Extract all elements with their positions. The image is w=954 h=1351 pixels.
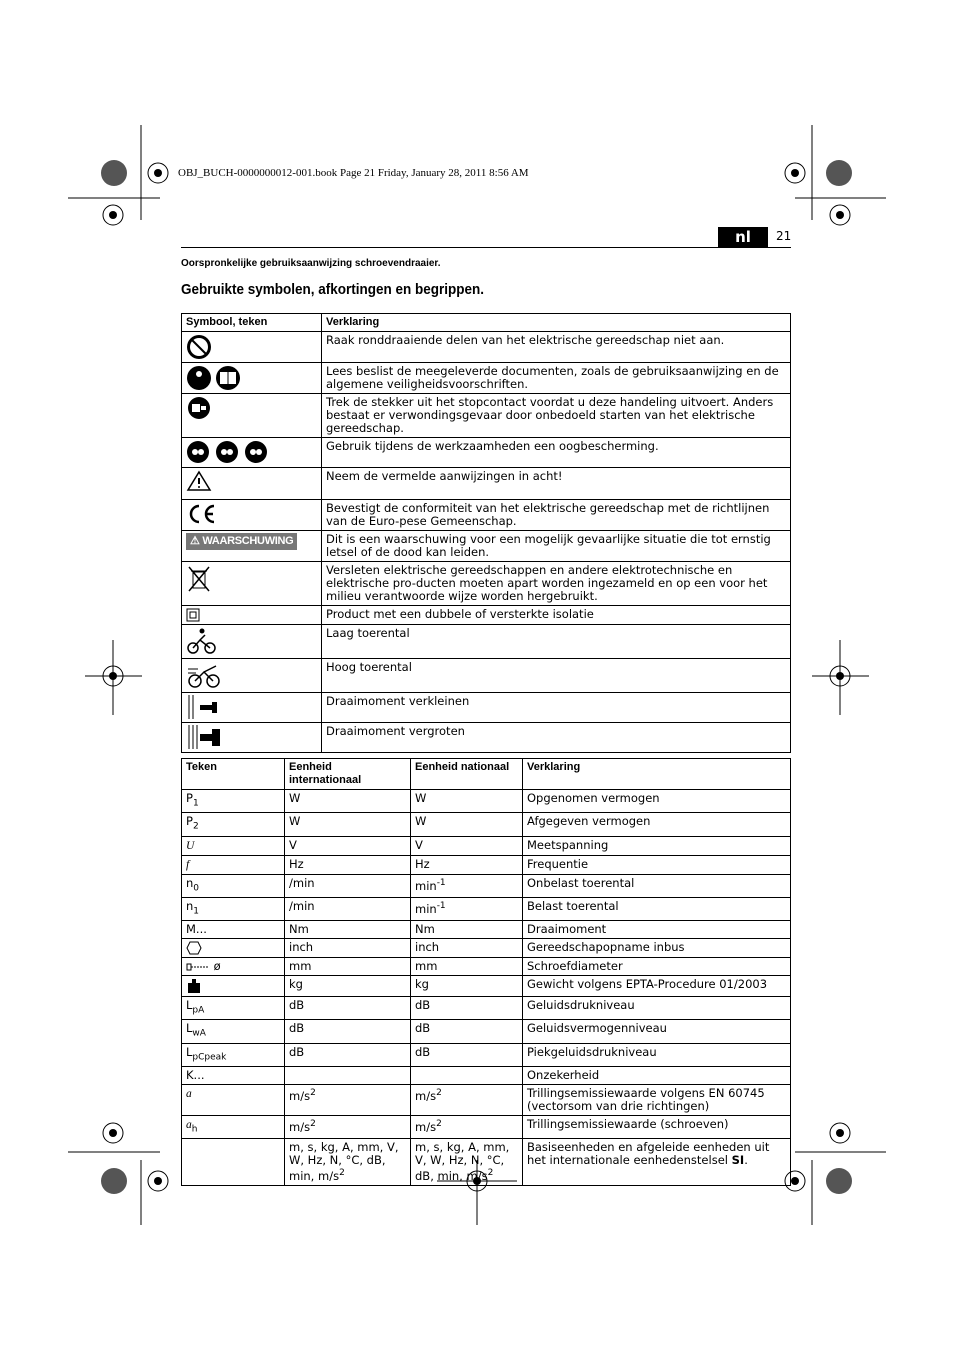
table-header-row — [182, 314, 791, 332]
column-header: Eenheid internationaal — [285, 759, 411, 790]
table-row — [182, 363, 791, 394]
header-rule — [181, 247, 791, 248]
table-cell: Dit is een waarschuwing voor een mogelijk gevaarlijke situatie die tot ernstig letsel of de dood kan leiden. — [322, 531, 791, 562]
table-cell: /min — [285, 897, 411, 920]
eye-protection-icon — [186, 440, 270, 464]
units-table — [181, 758, 791, 1186]
table-cell: W — [411, 813, 523, 836]
column-header: Symbool, teken — [182, 314, 322, 332]
table-cell: Laag toerental — [322, 625, 791, 659]
ce-mark-icon — [186, 502, 216, 526]
table-cell: f — [182, 855, 285, 874]
table-row — [182, 1067, 791, 1085]
read-manual-icon — [186, 365, 242, 391]
hex-socket-icon — [186, 941, 202, 955]
table-row — [182, 997, 791, 1020]
low-speed-icon — [186, 627, 218, 655]
table-cell: $\min^{-1}$ — [411, 897, 523, 920]
language-tab: nl — [718, 227, 768, 247]
table-row — [182, 836, 791, 855]
table-cell: K... — [182, 1067, 285, 1085]
table-row — [182, 939, 791, 958]
table-cell: W — [411, 790, 523, 813]
weight-icon — [186, 978, 202, 994]
table-cell: $L_{wA}$ — [182, 1020, 285, 1043]
symbols-table — [181, 313, 791, 753]
table-row — [182, 394, 791, 438]
table-row — [182, 921, 791, 939]
table-row — [182, 1085, 791, 1116]
table-cell: dB — [285, 997, 411, 1020]
table-cell: W — [285, 813, 411, 836]
table-row — [182, 723, 791, 753]
screw-icon — [186, 962, 210, 972]
table-cell: mm — [285, 958, 411, 976]
table-cell: Draaimoment — [523, 921, 791, 939]
table-cell: dB — [285, 1020, 411, 1043]
table-cell: Gereedschapopname inbus — [523, 939, 791, 958]
table-cell: ø — [182, 958, 285, 976]
do-not-touch-rotating-icon — [186, 334, 212, 360]
torque-decrease-icon — [186, 695, 220, 719]
table-row — [182, 874, 791, 897]
table-cell: Frequentie — [523, 855, 791, 874]
table-cell — [182, 939, 285, 958]
table-cell: dB — [411, 1043, 523, 1066]
table-cell: Geluidsvermogenniveau — [523, 1020, 791, 1043]
table-cell: $n_1$ — [182, 897, 285, 920]
table-cell: $a_h$ — [182, 1116, 285, 1139]
table-cell — [411, 1067, 523, 1085]
table-cell: Piekgeluidsdrukniveau — [523, 1043, 791, 1066]
table-cell: Bevestigt de conformiteit van het elektrische gereedschap met de richtlijnen van de Euro-pese Gemeenschap. — [322, 500, 791, 531]
table-cell — [285, 1067, 411, 1085]
table-cell: Nm — [285, 921, 411, 939]
table-cell: a — [182, 1085, 285, 1116]
table-cell: mm — [411, 958, 523, 976]
table-cell: $P_2$ — [182, 813, 285, 836]
table-cell: Hz — [411, 855, 523, 874]
column-header: Eenheid nationaal — [411, 759, 523, 790]
table-row — [182, 562, 791, 606]
table-cell: Afgegeven vermogen — [523, 813, 791, 836]
table-row — [182, 438, 791, 468]
warning-triangle-icon — [186, 470, 212, 492]
table-row — [182, 897, 791, 920]
table-cell: Raak ronddraaiende delen van het elektrische gereedschap niet aan. — [322, 332, 791, 363]
table-cell: Trillingsemissiewaarde (schroeven) — [523, 1116, 791, 1139]
table-cell: Gewicht volgens EPTA-Procedure 01/2003 — [523, 976, 791, 997]
table-row — [182, 855, 791, 874]
table-cell: dB — [411, 997, 523, 1020]
table-cell: $m/s^2$ — [411, 1116, 523, 1139]
table-cell: m, s, kg, A, mm, V, W, Hz, N, °C, dB, min, $m/s^2$ — [285, 1139, 411, 1186]
torque-increase-icon — [186, 725, 222, 749]
table-header-row — [182, 759, 791, 790]
table-cell: $n_0$ — [182, 874, 285, 897]
double-insulation-icon — [186, 608, 200, 622]
table-row — [182, 1116, 791, 1139]
table-cell: Onbelast toerental — [523, 874, 791, 897]
weee-bin-icon — [186, 564, 212, 594]
table-row — [182, 1020, 791, 1043]
units-table-body — [182, 790, 791, 1186]
table-cell: U — [182, 836, 285, 855]
table-cell — [182, 976, 285, 997]
table-row — [182, 332, 791, 363]
table-row — [182, 976, 791, 997]
table-cell: kg — [285, 976, 411, 997]
table-cell: Draaimoment vergroten — [322, 723, 791, 753]
table-cell: Geluidsdrukniveau — [523, 997, 791, 1020]
table-cell: $P_1$ — [182, 790, 285, 813]
table-cell: Schroefdiameter — [523, 958, 791, 976]
column-header: Verklaring — [523, 759, 791, 790]
table-row — [182, 468, 791, 500]
table-cell: W — [285, 790, 411, 813]
table-cell: dB — [285, 1043, 411, 1066]
table-row — [182, 813, 791, 836]
table-cell: Trillingsemissiewaarde volgens EN 60745 (vectorsom van drie richtingen) — [523, 1085, 791, 1116]
table-cell — [182, 1139, 285, 1186]
table-cell: M... — [182, 921, 285, 939]
table-cell: Meetspanning — [523, 836, 791, 855]
table-cell: $\min^{-1}$ — [411, 874, 523, 897]
section-title: Gebruikte symbolen, afkortingen en begrippen. — [181, 281, 485, 298]
table-cell: $m/s^2$ — [411, 1085, 523, 1116]
page-number: 21 — [776, 229, 792, 243]
table-row — [182, 1139, 791, 1186]
table-cell: kg — [411, 976, 523, 997]
table-row — [182, 659, 791, 693]
table-cell: V — [411, 836, 523, 855]
table-cell: inch — [411, 939, 523, 958]
table-row — [182, 958, 791, 976]
book-slug: OBJ_BUCH-0000000012-001.book Page 21 Friday, January 28, 2011 8:56 AM — [178, 167, 529, 179]
table-row — [182, 531, 791, 562]
table-cell: /min — [285, 874, 411, 897]
table-cell: $m/s^2$ — [285, 1085, 411, 1116]
table-cell: inch — [285, 939, 411, 958]
column-header: Verklaring — [322, 314, 791, 332]
table-cell: $L_{pA}$ — [182, 997, 285, 1020]
table-cell: Product met een dubbele of versterkte isolatie — [322, 606, 791, 625]
unplug-icon — [186, 396, 212, 420]
table-cell: Onzekerheid — [523, 1067, 791, 1085]
table-cell: Neem de vermelde aanwijzingen in acht! — [322, 468, 791, 500]
high-speed-icon — [186, 661, 222, 689]
table-cell: m, s, kg, A, mm, V, W, Hz, N, °C, dB, min, $m/s^2$ — [411, 1139, 523, 1186]
table-cell: Gebruik tijdens de werkzaamheden een oogbescherming. — [322, 438, 791, 468]
table-cell: Lees beslist de meegeleverde documenten, zoals de gebruiksaanwijzing en de algemene veiligheidsvoorschriften. — [322, 363, 791, 394]
table-cell: Draaimoment verkleinen — [322, 693, 791, 723]
table-row — [182, 693, 791, 723]
table-cell: Versleten elektrische gereedschappen en andere elektrotechnische en elektrische pro-ducten moeten apart worden ingezameld en op een voor het milieu verantwoorde wijze worden hergebruikt. — [322, 562, 791, 606]
table-cell: $m/s^2$ — [285, 1116, 411, 1139]
table-row — [182, 606, 791, 625]
table-cell: V — [285, 836, 411, 855]
table-row — [182, 1043, 791, 1066]
table-row — [182, 500, 791, 531]
table-cell: $L_{pCpeak}$ — [182, 1043, 285, 1066]
table-row — [182, 625, 791, 659]
document-subtitle: Oorspronkelijke gebruiksaanwijzing schroevendraaier. — [181, 258, 441, 269]
table-cell: Hoog toerental — [322, 659, 791, 693]
warning-badge: ⚠ WAARSCHUWING — [186, 533, 297, 550]
table-row — [182, 790, 791, 813]
table-cell: Hz — [285, 855, 411, 874]
table-cell: Nm — [411, 921, 523, 939]
table-cell: Belast toerental — [523, 897, 791, 920]
table-cell: Trek de stekker uit het stopcontact voordat u deze handeling uitvoert. Anders bestaat er verwondingsgevaar door onbedoeld starten van het elektrische gereedschap. — [322, 394, 791, 438]
table-cell: Basiseenheden en afgeleide eenheden uit het internationale eenhedenstelsel SI. — [523, 1139, 791, 1186]
table-cell: Opgenomen vermogen — [523, 790, 791, 813]
column-header: Teken — [182, 759, 285, 790]
table-cell: dB — [411, 1020, 523, 1043]
